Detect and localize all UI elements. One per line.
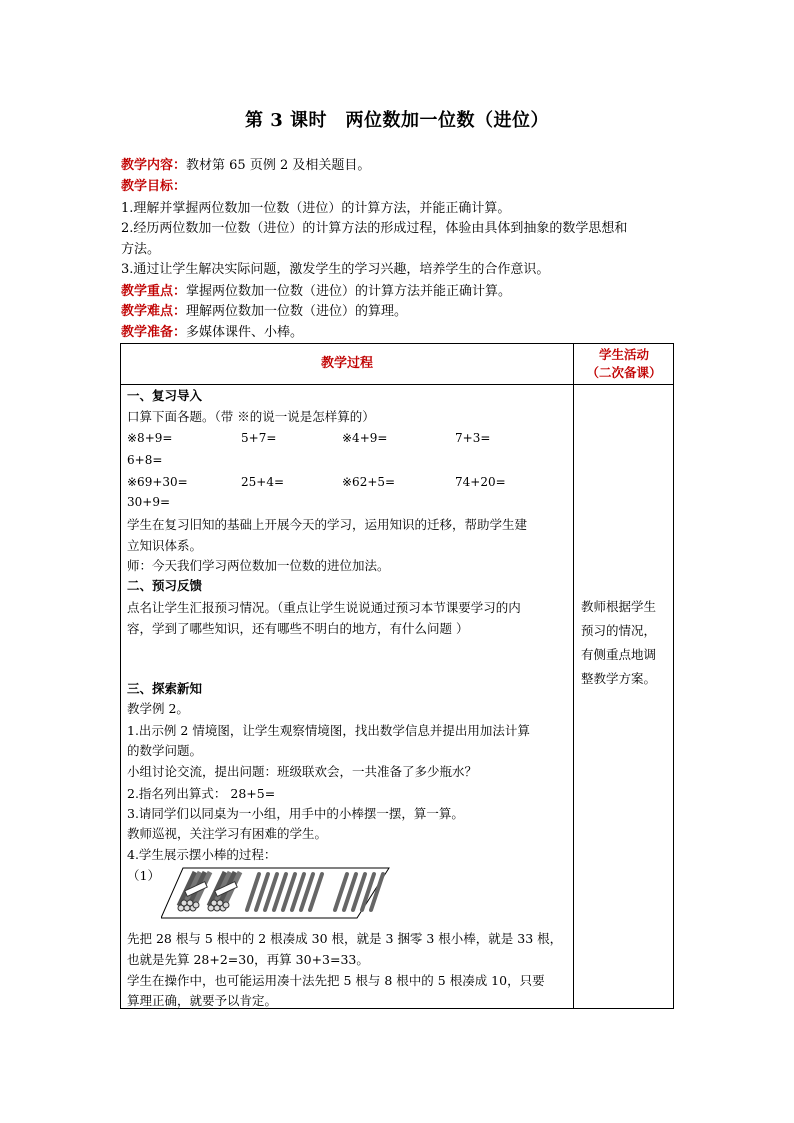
- content-text: 教材第 65 页例 2 及相关题目。: [186, 158, 371, 173]
- goal-label: 教学目标：: [121, 179, 187, 194]
- math-item: ※4+9=: [342, 431, 388, 445]
- stick-bundle-2: [208, 872, 240, 911]
- note-line: 预习的情况，: [581, 623, 657, 638]
- explore-line: 教师巡视，关注学习有困难的学生。: [127, 826, 328, 841]
- preview-para-2: 容，学到了哪些知识，还有哪些不明白的地方，有什么问题 ）: [127, 621, 469, 636]
- math-item: 7+3=: [455, 431, 491, 445]
- math-item: 25+4=: [241, 475, 285, 489]
- section-explore-title: 三、探索新知: [127, 681, 203, 696]
- math-item: 74+20=: [455, 475, 506, 489]
- page-title: 第 3 课时 两位数加一位数（进位）: [244, 110, 550, 131]
- teaching-content: [121, 156, 681, 175]
- key-text: 掌握两位数加一位数（进位）的计算方法并能正确计算。: [186, 284, 512, 299]
- difficulty-label: 教学难点：: [121, 304, 187, 319]
- header-activity: [574, 344, 674, 384]
- math-item: ※62+5=: [342, 475, 396, 489]
- explore-line: 教学例 2。: [127, 701, 189, 716]
- note-line: 教师根据学生: [581, 599, 657, 614]
- goal-heading: [121, 177, 681, 196]
- sticks-illustration: [161, 864, 391, 922]
- student-activity-note: [581, 595, 671, 691]
- math-item: ※8+9=: [127, 431, 173, 445]
- content-label: 教学内容：: [121, 158, 187, 173]
- lesson-table: [120, 343, 674, 1009]
- goal-3: 3.通过让学生解决实际问题，激发学生的学习兴趣，培养学生的合作意识。: [121, 262, 550, 277]
- explore-line: 1.出示例 2 情境图，让学生观察情境图，找出数学信息并提出用加法计算: [127, 723, 530, 738]
- explore-line: 先把 28 根与 5 根中的 2 根凑成 30 根，就是 3 捆零 3 根小棒，就是 33 根，: [127, 931, 563, 946]
- review-intro: 口算下面各题。（带 ※的说一说是怎样算的）: [127, 409, 375, 424]
- header-process: 教学过程: [320, 356, 373, 371]
- teaching-difficulty: [121, 302, 681, 321]
- header-activity-line2: （二次备课）: [586, 365, 662, 380]
- header-activity-line1: 学生活动: [598, 347, 649, 362]
- key-label: 教学重点：: [121, 284, 187, 299]
- explore-line: 的数学问题。: [127, 743, 203, 758]
- teaching-key: [121, 282, 681, 301]
- note-line: 有侧重点地调: [581, 647, 657, 662]
- goal-2: 2.经历两位数加一位数（进位）的计算方法的形成过程，体验由具体到抽象的数学思想和: [121, 221, 628, 236]
- math-item: 30+9=: [127, 495, 171, 509]
- note-line: 整教学方案。: [581, 671, 657, 686]
- column-divider: [573, 344, 574, 1008]
- math-item: 6+8=: [127, 453, 163, 467]
- header-divider: [121, 384, 673, 385]
- explore-line: 4.学生展示摆小棒的过程：: [127, 847, 277, 862]
- teaching-prep: [121, 323, 681, 342]
- difficulty-text: 理解两位数加一位数（进位）的算理。: [186, 304, 408, 319]
- figure-label: （1）: [127, 868, 160, 883]
- section-preview-title: 二、预习反馈: [127, 578, 203, 593]
- prep-text: 多媒体课件、小棒。: [186, 325, 304, 340]
- explore-line: 2.指名列出算式： 28+5=: [127, 786, 276, 801]
- math-item: ※69+30=: [127, 475, 188, 489]
- prep-label: 教学准备：: [121, 325, 187, 340]
- goal-1: 1.理解并掌握两位数加一位数（进位）的计算方法，并能正确计算。: [121, 201, 511, 216]
- explore-line: 也就是先算 28+2=30，再算 30+3=33。: [127, 952, 369, 967]
- preview-para-1: 点名让学生汇报预习情况。（重点让学生说说通过预习本节课要学习的内: [127, 600, 521, 615]
- review-para-3: 师：今天我们学习两位数加一位数的进位加法。: [127, 558, 390, 573]
- math-item: 5+7=: [241, 431, 277, 445]
- review-para-1: 学生在复习旧知的基础上开展今天的学习，运用知识的迁移，帮助学生建: [127, 517, 528, 532]
- explore-line: 算理正确，就要予以肯定。: [127, 993, 278, 1008]
- goal-2-cont: 方法。: [121, 242, 161, 257]
- explore-line: 小组讨论交流，提出问题：班级联欢会，一共准备了多少瓶水？: [127, 764, 478, 779]
- single-sticks: [247, 874, 383, 910]
- section-review-title: 一、复习导入: [127, 388, 203, 403]
- explore-line: 3.请同学们以同桌为一小组，用手中的小棒摆一摆，算一算。: [127, 806, 464, 821]
- explore-line: 学生在操作中，也可能运用凑十法先把 5 根与 8 根中的 5 根凑成 10，只要: [127, 973, 545, 988]
- stick-bundle-1: [178, 872, 210, 911]
- review-para-2: 立知识体系。: [127, 538, 203, 553]
